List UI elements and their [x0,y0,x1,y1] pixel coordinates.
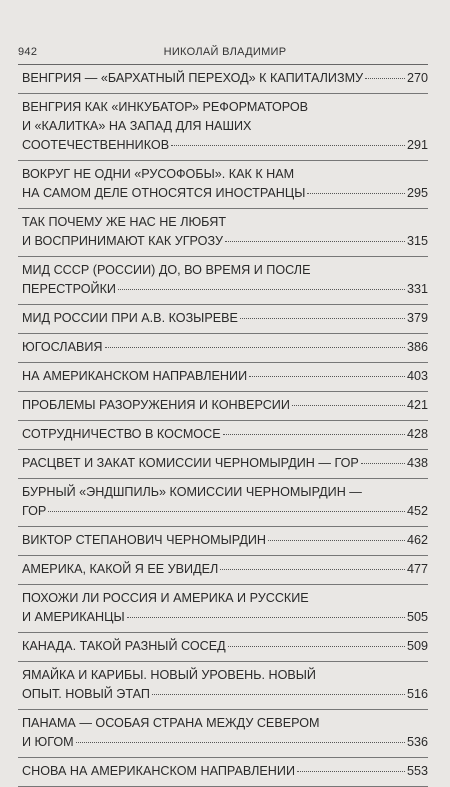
toc-leader-dots [171,145,405,146]
toc-page-number: 295 [406,186,428,200]
toc-entry [18,392,428,421]
toc-page-number: 331 [406,282,428,296]
toc-leader-dots [307,193,405,194]
toc-entry-title: ОПЫТ. НОВЫЙ ЭТАП [22,687,150,701]
toc-entry-line [22,589,428,608]
toc-entry-line [22,367,428,386]
toc-entry [18,421,428,450]
toc-entry-title: НА АМЕРИКАНСКОМ НАПРАВЛЕНИИ [22,369,248,383]
table-of-contents [18,64,428,787]
toc-entry-line [22,309,428,328]
toc-page-number: 516 [406,687,428,701]
toc-entry-line [22,483,428,502]
toc-leader-dots [48,511,405,512]
toc-entry-title: И «КАЛИТКА» НА ЗАПАД ДЛЯ НАШИХ [22,119,252,133]
toc-entry-line [22,117,428,136]
toc-entry [18,450,428,479]
toc-page-number: 270 [406,71,428,85]
toc-entry-title: КАНАДА. ТАКОЙ РАЗНЫЙ СОСЕД [22,639,226,653]
toc-page-number: 509 [406,639,428,653]
toc-leader-dots [225,241,405,242]
toc-leader-dots [220,569,405,570]
toc-entry [18,479,428,527]
toc-entry [18,161,428,209]
toc-entry-title: СООТЕЧЕСТВЕННИКОВ [22,138,170,152]
toc-entry-line [22,396,428,415]
toc-entry-title: АМЕРИКА, КАКОЙ Я ЕЕ УВИДЕЛ [22,562,219,576]
toc-entry [18,65,428,94]
toc-leader-dots [361,463,405,464]
toc-leader-dots [240,318,405,319]
toc-page-number: 315 [406,234,428,248]
toc-leader-dots [292,405,405,406]
toc-leader-dots [249,376,405,377]
toc-entry-line [22,213,428,232]
toc-entry-title: ПАНАМА — ОСОБАЯ СТРАНА МЕЖДУ СЕВЕРОМ [22,716,320,730]
toc-entry-title: И ВОСПРИНИМАЮТ КАК УГРОЗУ [22,234,223,248]
toc-entry-line [22,762,428,781]
toc-entry-title: ВЕНГРИЯ — «БАРХАТНЫЙ ПЕРЕХОД» К КАПИТАЛИЗМУ [22,71,364,85]
toc-page-number: 403 [406,369,428,383]
toc-entry-line [22,338,428,357]
toc-leader-dots [76,742,405,743]
toc-entry-title: РАСЦВЕТ И ЗАКАТ КОМИССИИ ЧЕРНОМЫРДИН — ГОР [22,456,359,470]
toc-entry-line [22,714,428,733]
toc-entry-line [22,560,428,579]
toc-entry-title: СОТРУДНИЧЕСТВО В КОСМОСЕ [22,427,221,441]
toc-leader-dots [297,771,405,772]
toc-entry [18,527,428,556]
toc-leader-dots [223,434,405,435]
toc-entry-title: И АМЕРИКАНЦЫ [22,610,125,624]
toc-page-number: 462 [406,533,428,547]
toc-entry [18,662,428,710]
toc-entry-line [22,98,428,117]
toc-entry [18,758,428,787]
toc-leader-dots [365,78,405,79]
toc-entry [18,585,428,633]
toc-page-number: 505 [406,610,428,624]
toc-entry-line [22,608,428,627]
toc-entry-title: ВИКТОР СТЕПАНОВИЧ ЧЕРНОМЫРДИН [22,533,267,547]
toc-entry-line [22,733,428,752]
toc-page-number: 477 [406,562,428,576]
toc-entry-title: ЯМАЙКА И КАРИБЫ. НОВЫЙ УРОВЕНЬ. НОВЫЙ [22,668,316,682]
toc-entry [18,334,428,363]
toc-entry-title: ПОХОЖИ ЛИ РОССИЯ И АМЕРИКА И РУССКИЕ [22,591,309,605]
toc-leader-dots [118,289,405,290]
toc-entry-line [22,280,428,299]
toc-page-number: 553 [406,764,428,778]
toc-page-number: 379 [406,311,428,325]
toc-entry-line [22,637,428,656]
toc-entry-line [22,685,428,704]
toc-entry [18,710,428,758]
toc-entry-line [22,136,428,155]
toc-entry-title: ТАК ПОЧЕМУ ЖЕ НАС НЕ ЛЮБЯТ [22,215,227,229]
toc-page-number: 438 [406,456,428,470]
toc-entry [18,556,428,585]
toc-entry-title: НА САМОМ ДЕЛЕ ОТНОСЯТСЯ ИНОСТРАНЦЫ [22,186,306,200]
toc-leader-dots [105,347,405,348]
toc-entry-title: ПРОБЛЕМЫ РАЗОРУЖЕНИЯ И КОНВЕРСИИ [22,398,290,412]
toc-leader-dots [228,646,405,647]
toc-entry [18,257,428,305]
toc-entry-title: БУРНЫЙ «ЭНДШПИЛЬ» КОМИССИИ ЧЕРНОМЫРДИН — [22,485,362,499]
toc-entry-title: ВОКРУГ НЕ ОДНИ «РУСОФОБЫ». КАК К НАМ [22,167,295,181]
toc-entry-title: ПЕРЕСТРОЙКИ [22,282,116,296]
toc-leader-dots [152,694,405,695]
toc-entry-title: СНОВА НА АМЕРИКАНСКОМ НАПРАВЛЕНИИ [22,764,295,778]
toc-entry-title: И ЮГОМ [22,735,74,749]
toc-entry-line [22,425,428,444]
toc-leader-dots [127,617,405,618]
toc-entry-line [22,165,428,184]
author-name: НИКОЛАЙ ВЛАДИМИР [163,46,287,58]
toc-page-number: 536 [406,735,428,749]
toc-entry-title: МИД СССР (РОССИИ) ДО, ВО ВРЕМЯ И ПОСЛЕ [22,263,311,277]
toc-entry [18,209,428,257]
toc-entry-title: ГОР [22,504,47,518]
toc-entry [18,363,428,392]
toc-page-number: 421 [406,398,428,412]
toc-entry-line [22,666,428,685]
toc-entry-line [22,454,428,473]
toc-entry-title: ВЕНГРИЯ КАК «ИНКУБАТОР» РЕФОРМАТОРОВ [22,100,309,114]
toc-entry-line [22,502,428,521]
toc-page-number: 386 [406,340,428,354]
toc-entry-line [22,69,428,88]
toc-entry [18,94,428,161]
toc-entry-line [22,261,428,280]
toc-entry-line [22,184,428,203]
toc-entry-title: МИД РОССИИ ПРИ А.В. КОЗЫРЕВЕ [22,311,238,325]
toc-entry [18,305,428,334]
toc-page-number: 452 [406,504,428,518]
toc-entry-line [22,531,428,550]
toc-page-number: 291 [406,138,428,152]
toc-entry-line [22,232,428,251]
toc-entry-title: ЮГОСЛАВИЯ [22,340,103,354]
toc-leader-dots [268,540,405,541]
toc-entry [18,633,428,662]
toc-page-number: 428 [406,427,428,441]
page-number: 942 [18,46,38,58]
